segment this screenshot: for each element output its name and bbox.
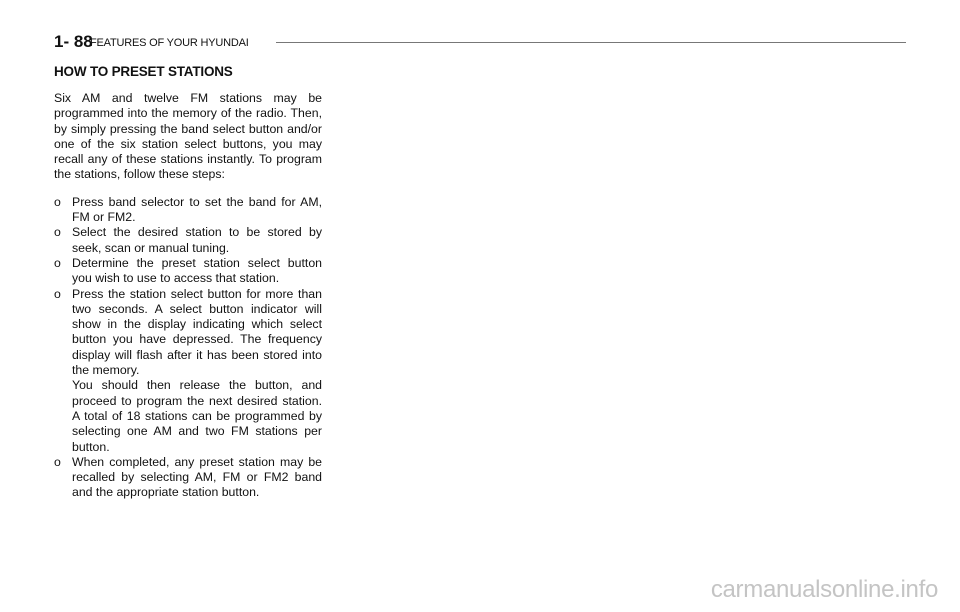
watermark: carmanualsonline.info <box>710 576 938 603</box>
step-item <box>54 195 322 226</box>
text-column <box>54 62 322 501</box>
page-number: 1- 88 <box>54 32 93 51</box>
bullet-mark: o <box>54 225 61 240</box>
step-item <box>54 256 322 287</box>
step-text: Determine the preset station select button you wish to use to access that station. <box>72 255 322 286</box>
step-list <box>54 195 322 501</box>
bullet-mark: o <box>54 454 61 469</box>
intro-paragraph: Six AM and twelve FM stations may be programmed into the memory of the radio. Then, by simply pressing the band select button and/or one of the six station select buttons, you may recall any of these stations instantly. To program the stations, follow these steps: <box>54 91 322 182</box>
step-text: When completed, any preset station may be recalled by selecting AM, FM or FM2 band and the appropriate station button. <box>72 454 322 500</box>
step-text: Press band selector to set the band for AM, FM or FM2. <box>72 194 322 225</box>
section-heading: HOW TO PRESET STATIONS <box>54 64 233 79</box>
step-text: Press the station select button for more than two seconds. A select button indicator will show in the display indicating which select button you have depressed. The frequency display will flash after it has been stored into the memory. <box>72 286 322 378</box>
step-note: You should then release the button, and proceed to program the next desired station. A total of 18 stations can be programmed by selecting one AM and two FM stations per button. <box>72 378 322 454</box>
step-item <box>54 455 322 501</box>
step-text: Select the desired station to be stored by seek, scan or manual tuning. <box>72 225 322 255</box>
step-item <box>54 287 322 455</box>
page-header <box>54 30 906 54</box>
header-rule <box>276 42 906 43</box>
step-item <box>54 225 322 256</box>
section-name: FEATURES OF YOUR HYUNDAI <box>90 37 249 49</box>
bullet-mark: o <box>54 286 61 301</box>
bullet-mark: o <box>54 194 61 209</box>
bullet-mark: o <box>54 255 61 270</box>
